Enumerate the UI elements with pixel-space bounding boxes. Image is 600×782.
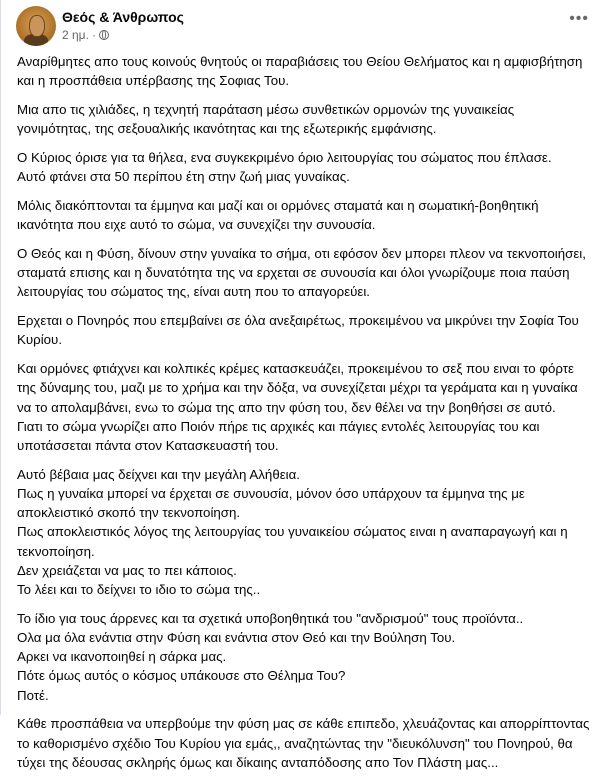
paragraph-line: Αυτό βέβαια μας δείχνει και την μεγάλη Αλήθεια.	[17, 466, 300, 482]
meta-separator: ·	[91, 28, 96, 42]
paragraph-line: Γιατι το σώμα γνωρίζει απο Ποιόν πήρε τις αρχικές και πάγιες εντολές λειτουργίας του και	[17, 418, 540, 434]
post-paragraph	[17, 714, 597, 772]
post-header	[1, 0, 600, 56]
paragraph-line: Ολα μα όλα ενάντια στην Φύση και ενάντια στον Θεό και την Βούληση Του.	[17, 630, 456, 646]
paragraph-line: Κυρίου.	[17, 332, 63, 348]
post-paragraph	[17, 609, 597, 705]
paragraph-line: Ποτέ.	[17, 687, 49, 703]
avatar-icon-face	[29, 15, 45, 37]
globe-icon	[99, 30, 109, 40]
post-paragraph	[17, 465, 597, 599]
paragraph-line: Αυτό φτάνει στα 50 περίπου έτη στην ζωή μιας γυναίκας.	[17, 169, 350, 185]
paragraph-line: Πως αποκλειστικός λόγος της λειτουργίας του γυναικείου σώματος ειναι η αναπαραγωγή και η	[17, 524, 568, 540]
paragraph-line: Πότε όμως αυτός ο κόσμος υπάκουσε στο Θέλημα Του?	[17, 668, 346, 684]
paragraph-line: υποτάσσεται πάντα στον Κατασκευαστή του.	[17, 438, 279, 454]
paragraph-line: λειτουργίας του σώματος της, είναι αυτη που το απαγορεύει.	[17, 284, 370, 300]
post-paragraph	[17, 148, 597, 186]
post-time[interactable]: 2 ημ.	[62, 28, 89, 42]
paragraph-line: και η προσπάθεια υπέρβασης της Σοφιας Του.	[17, 73, 290, 89]
paragraph-line: ικανότητα που ειχε αυτό το σώμα, να συνεχίζει την συνουσία.	[17, 217, 376, 233]
paragraph-line: Πως η γυναίκα μπορεί να έρχεται σε συνουσία, μόνον όσο υπάρχουν τα έμμηνα της με	[17, 486, 525, 502]
paragraph-line: αποκλειστικό σκοπό την τεκνοποίηση.	[17, 505, 241, 521]
post-paragraph	[17, 196, 597, 234]
paragraph-line: τύχει της δέουσας σκληρής όμως και δίκαιης ανταπόδοσης απο Τον Πλάστη μας...	[17, 754, 499, 770]
post-paragraph	[17, 359, 597, 455]
paragraph-line: Και ορμόνες φτιάχνει και κολπικές κρέμες κατασκευάζει, προκειμένου το σεξ που ειναι το φόρτε	[17, 361, 574, 377]
paragraph-line: Ερχεται ο Πονηρός που επεμβαίνει σε όλα ανεξαιρέτως, προκειμένου να μικρύνει την Σοφία Του	[17, 313, 579, 329]
paragraph-line: Αναρίθμητες απο τους κοινούς θνητούς οι παραβιάσεις του Θείου Θελήματος και η αμφισβήτηση	[17, 54, 583, 69]
paragraph-line: σταματά επισης και η δυνατότητα της να ερχεται σε συνουσία και όλοι γνωρίζουμε ποια παύση	[17, 265, 570, 281]
paragraph-line: Ο Κύριος όρισε για τα θήλεα, ενα συγκεκριμένο όριο λειτουργίας του σώματος που έπλασε.	[17, 150, 552, 165]
paragraph-line: Μόλις διακόπτονται τα έμμηνα και μαζί και οι ορμόνες σταματά και η σωματική-βοηθητική	[17, 198, 539, 213]
paragraph-line: Κάθε προσπάθεια να υπερβούμε την φύση μας σε κάθε επιπεδο, χλευάζοντας και απορρίπτοντας	[17, 716, 590, 732]
author-name[interactable]: Θεός & Άνθρωπος	[62, 9, 184, 25]
paragraph-line: Το λέει και το δείχνει το ιδιο το σώμα της..	[17, 582, 261, 598]
paragraph-line: Αρκει να ικανοποιηθεί η σάρκα μας.	[17, 649, 227, 665]
paragraph-line: Μια απο τις χιλιάδες, η τεχνητή παράταση μέσω συνθετικών ορμονών της γυναικείας	[17, 102, 515, 117]
post-paragraph	[17, 244, 597, 302]
post-paragraph	[17, 100, 597, 138]
page-avatar[interactable]	[16, 6, 56, 46]
paragraph-line: γονιμότητας, της σεξουαλικής ικανότητας και της εξωτερικής εμφάνισης.	[17, 121, 437, 137]
paragraph-line: το καθορισμένο σχέδιο Του Κυρίου για εμάς,, αναζητώντας την "διευκόλυνση" του Πονηρού, θα	[17, 735, 573, 751]
paragraph-line: Δεν χρειάζεται να μας το πει κάποιος.	[17, 562, 237, 578]
paragraph-line: Το ίδιο για τους άρρενες και τα σχετικά υποβοηθητικά του "ανδρισμού" τους προϊόντα..	[17, 610, 524, 626]
paragraph-line: να το απολαμβάνει, ενω το σώμα της απο την φύση του, δεν θέλει να την βοηθήσει σε αυτό.	[17, 399, 556, 415]
paragraph-line: τεκνοποίηση.	[17, 543, 95, 559]
post-paragraph	[17, 311, 597, 349]
paragraph-line: της δύναμης του, μαζι με το χρήμα και την δόξα, να συνεχίζεται μέχρι τα γεράματα και η γυναίκα	[17, 380, 578, 396]
post-paragraph	[17, 52, 597, 90]
post-meta	[62, 28, 109, 42]
post-text	[17, 52, 597, 782]
paragraph-line: Ο Θεός και η Φύση, δίνουν στην γυναίκα το σήμα, οτι εφόσον δεν μπορει πλεον να τεκνοποιήσει,	[17, 246, 586, 261]
more-options-button[interactable]: •••	[569, 10, 589, 27]
